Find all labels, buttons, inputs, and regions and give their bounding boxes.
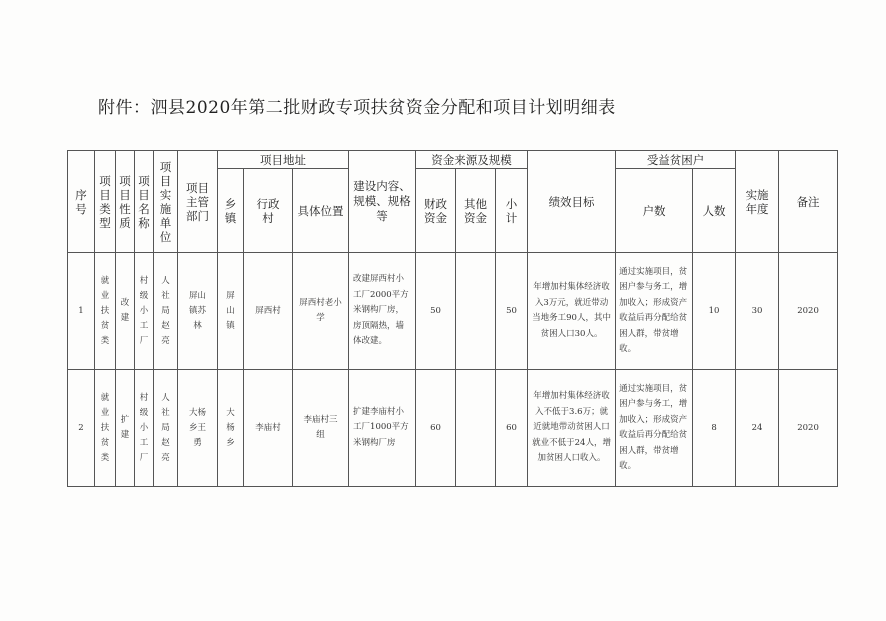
cell-site: 屏西村老小学: [293, 253, 349, 370]
header-site: 具体位置: [293, 169, 349, 253]
cell-subtotal: 60: [496, 370, 528, 487]
cell-nature: 扩建: [116, 370, 135, 487]
cell-type: 就业扶贫类: [95, 253, 116, 370]
header-beneficiary: 受益贫困户: [616, 151, 736, 169]
cell-type: 就业扶贫类: [95, 370, 116, 487]
header-funds: 资金来源及规模: [416, 151, 528, 169]
header-location: 项目地址: [218, 151, 349, 169]
cell-other: [456, 253, 496, 370]
cell-village: 李庙村: [244, 370, 293, 487]
header-impl-unit: 项目实施单位: [154, 151, 178, 253]
project-table: [67, 150, 838, 487]
header-name: 项目名称: [135, 151, 154, 253]
header-type: 项目类型: [95, 151, 116, 253]
header-town: 乡镇: [218, 169, 244, 253]
cell-impl-unit: 人社局赵亮: [154, 370, 178, 487]
cell-fiscal: 50: [416, 253, 456, 370]
cell-year: 24: [736, 370, 779, 487]
cell-village: 屏西村: [244, 253, 293, 370]
page-title: 附件：泗县2020年第二批财政专项扶贫资金分配和项目计划明细表: [98, 98, 616, 118]
header-content: 建设内容、规模、规格等: [349, 151, 416, 253]
cell-name: 村级小工厂: [135, 370, 154, 487]
cell-people: 10: [693, 253, 736, 370]
cell-fiscal: 60: [416, 370, 456, 487]
cell-town: 屏山镇: [218, 253, 244, 370]
cell-remark: 2020: [779, 253, 838, 370]
header-other: 其他资金: [456, 169, 496, 253]
header-nature: 项目性质: [116, 151, 135, 253]
cell-content: 扩建李庙村小工厂1000平方米钢构厂房: [349, 370, 416, 487]
cell-goal: 年增加村集体经济收入不低于3.6万；就近就地带动贫困人口就业不低于24人，增加贫困人口收入。: [528, 370, 616, 487]
cell-year: 30: [736, 253, 779, 370]
cell-remark: 2020: [779, 370, 838, 487]
cell-content: 改建屏西村小工厂2000平方米钢构厂房，房顶隔热，墙体改建。: [349, 253, 416, 370]
cell-subtotal: 50: [496, 253, 528, 370]
cell-impl-unit: 人社局赵亮: [154, 253, 178, 370]
header-dept: 项目主管部门: [178, 151, 218, 253]
cell-site: 李庙村三组: [293, 370, 349, 487]
table-row: [68, 253, 838, 370]
cell-households: 通过实施项目，贫困户参与务工，增加收入；形成资产收益后再分配给贫困人群，带贫增收。: [616, 253, 693, 370]
header-households: 户数: [616, 169, 693, 253]
cell-people: 8: [693, 370, 736, 487]
cell-dept: 屏山镇苏林: [178, 253, 218, 370]
header-goal: 绩效目标: [528, 151, 616, 253]
cell-nature: 改建: [116, 253, 135, 370]
header-seq: 序号: [68, 151, 95, 253]
cell-seq: 1: [68, 253, 95, 370]
table-row: [68, 370, 838, 487]
header-subtotal: 小计: [496, 169, 528, 253]
cell-seq: 2: [68, 370, 95, 487]
cell-other: [456, 370, 496, 487]
cell-town: 大杨乡: [218, 370, 244, 487]
header-remark: 备注: [779, 151, 838, 253]
header-people: 人数: [693, 169, 736, 253]
cell-households: 通过实施项目，贫困户参与务工，增加收入；形成资产收益后再分配给贫困人群，带贫增收。: [616, 370, 693, 487]
header-village: 行政村: [244, 169, 293, 253]
cell-goal: 年增加村集体经济收入3万元，就近带动当地务工90人，其中贫困人口30人。: [528, 253, 616, 370]
header-year: 实施年度: [736, 151, 779, 253]
header-fiscal: 财政资金: [416, 169, 456, 253]
cell-dept: 大杨乡王勇: [178, 370, 218, 487]
cell-name: 村级小工厂: [135, 253, 154, 370]
